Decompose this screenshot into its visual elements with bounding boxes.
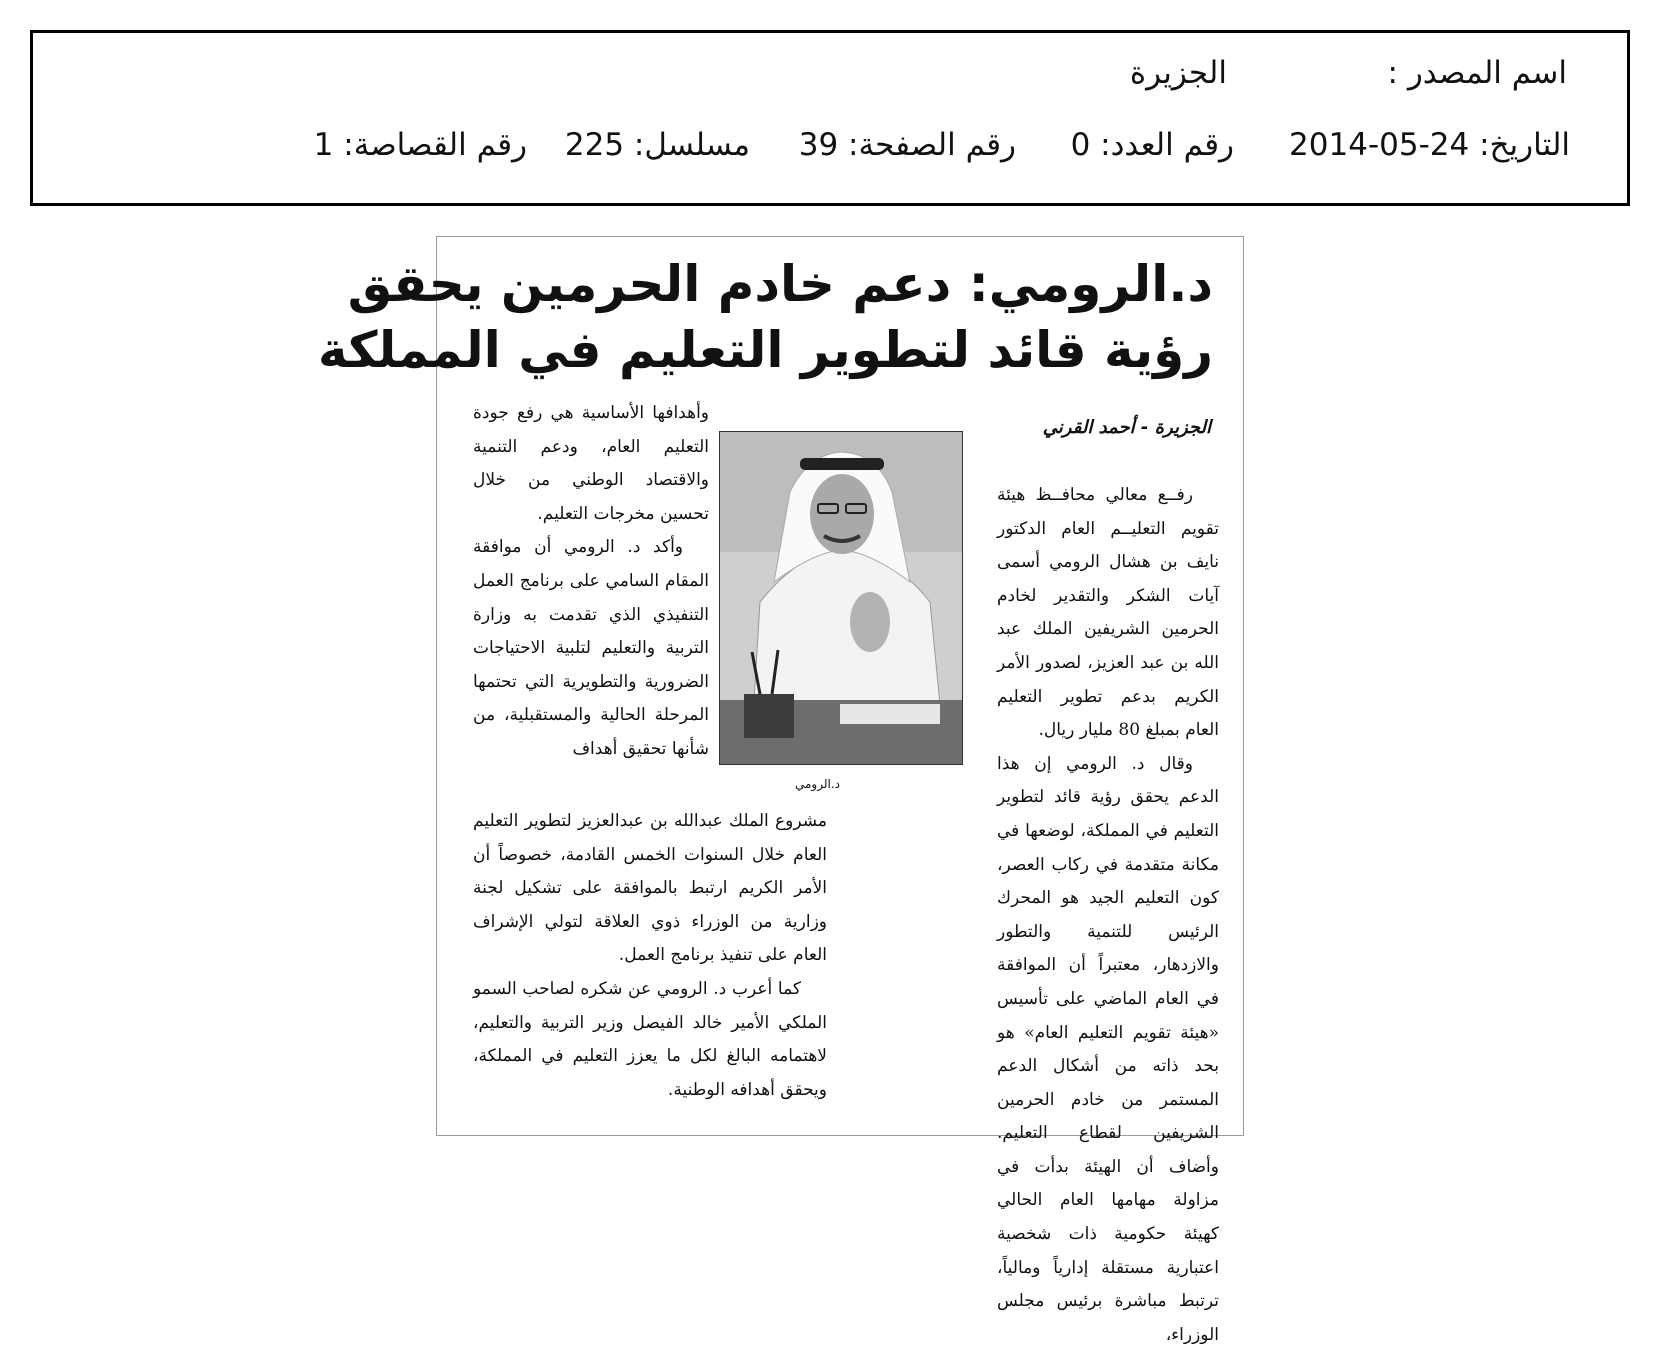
paragraph: كما أعرب د. الرومي عن شكره لصاحب السمو الملكي الأمير خالد الفيصل وزير التربية والتعليم، لاهتمامه البالغ لكل ما يعزز التعليم في المملكة، ويحقق أهدافه الوطنية. bbox=[473, 978, 827, 1100]
issue-field: رقم العدد: 0 bbox=[1070, 127, 1234, 163]
page-field: رقم الصفحة: 39 bbox=[798, 127, 1016, 163]
date-field: التاريخ: 24-05-2014 bbox=[1289, 127, 1570, 163]
photo-caption: د.الرومي bbox=[795, 777, 840, 791]
left-upper-column bbox=[473, 397, 709, 767]
paragraph: مشروع الملك عبدالله بن عبدالعزيز لتطوير التعليم العام خلال السنوات الخمس القادمة، خصوصاً أن الأمر الكريم ارتبط بالموافقة على تشكيل لجنة وزارية من الوزراء ذوي العلاقة لتولي الإشراف العام على تنفيذ برنامج العمل. bbox=[473, 811, 827, 966]
portrait-image-icon bbox=[720, 432, 963, 765]
left-lower-column bbox=[473, 805, 827, 1107]
headline-line-2: رؤية قائد لتطوير التعليم في المملكة bbox=[318, 321, 1213, 379]
paragraph: وقال د. الرومي إن هذا الدعم يحقق رؤية قائد لتطوير التعليم في المملكة، لوضعها في مكانة متقدمة في ركاب العصر، كون التعليم الجيد هو المحرك الرئيس للتنمية والتطور والازدهار، معتبراً أن الموافقة في العام الماضي على تأسيس «هيئة تقويم التعليم العام» هو بحد ذاته من أشكال الدعم المستمر من خادم الحرمين الشريفين لقطاع التعليم. وأضاف أن الهيئة بدأت في مزاولة مهامها العام الحالي كهيئة حكومية ذات شخصية اعتبارية مستقلة إدارياً ومالياً، ترتبط مباشرة برئيس مجلس الوزراء، bbox=[997, 753, 1219, 1345]
newspaper-clipping bbox=[318, 236, 1244, 1345]
paragraph: وأكد د. الرومي أن موافقة المقام السامي على برنامج العمل التنفيذي الذي تقدمت به وزارة التربية والتعليم لتلبية الاحتياجات الضرورية والتطويرية التي تحتمها المرحلة الحالية والمستقبلية، من شأنها تحقيق أهداف bbox=[473, 537, 709, 759]
headline-line-1: د.الرومي: دعم خادم الحرمين يحقق bbox=[347, 255, 1213, 313]
metadata-box bbox=[30, 30, 1630, 206]
paragraph: رفــع معالي محافــظ هيئة تقويم التعليــم العام الدكتور نايف بن هشال الرومي أسمى آيات الشكر والتقدير لخادم الحرمين الشريفين الملك عبد الله بن عبد العزيز، لصدور الأمر الكريم بدعم تطوير التعليم العام بمبلغ 80 مليار ريال. bbox=[997, 485, 1219, 741]
source-value: الجزيرة bbox=[1129, 55, 1227, 91]
clip-field: رقم القصاصة: 1 bbox=[313, 127, 527, 163]
paragraph: وأهدافها الأساسية هي رفع جودة التعليم العام، ودعم التنمية والاقتصاد الوطني من خلال تحسين مخرجات التعليم. bbox=[473, 403, 709, 524]
source-label: اسم المصدر : bbox=[1387, 55, 1567, 91]
byline: الجزيرة - أحمد القرني bbox=[1042, 417, 1211, 438]
portrait-photo bbox=[719, 431, 963, 765]
serial-field: مسلسل: 225 bbox=[564, 127, 750, 163]
right-column bbox=[997, 479, 1219, 1352]
